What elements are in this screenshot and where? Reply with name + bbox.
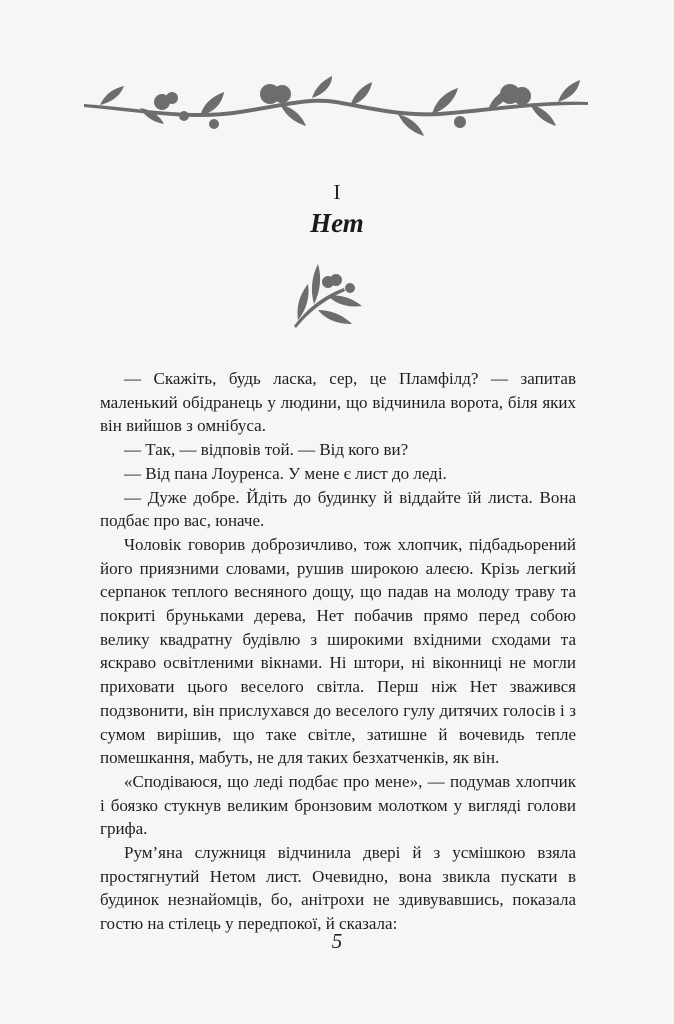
text-line: чик і боязко стукнув великим бронзовим молотком у вигляді (100, 771, 576, 815)
text-line: — Скажіть, будь ласка, сер, це Пламфілд? — запитав ма (100, 369, 576, 412)
page-number: 5 (331, 929, 343, 953)
chapter-number: I (333, 180, 341, 204)
text-line: не могли приховати цього веселого світла. Перш ніж Нет зва (100, 653, 577, 697)
text-line: жився подзвонити, він прислухався до веселого гулу дитячих (100, 677, 576, 720)
paragraph (100, 533, 576, 770)
text-line: він вийшов з омнібуса. (100, 416, 266, 436)
text-line: — Від пана Лоуренса. У мене є лист до леді. (124, 463, 447, 483)
paragraph (100, 438, 576, 462)
text-line: ний його приязними словами, рушив широкою алеєю. Крізь (100, 534, 576, 578)
text-line: стягнутий Нетом лист. Очевидно, вона звикла пускати в буди (100, 866, 576, 910)
paragraph (100, 841, 576, 936)
text-line: «Сподіваюся, що леді подбає про мене», — подумав хлоп (124, 771, 551, 791)
paragraph (100, 367, 576, 438)
paragraph (100, 486, 576, 533)
text-line: голови грифа. (100, 795, 576, 839)
chapter-title: Нет (310, 208, 364, 238)
text-line: Рум’яна служниця відчинила двері й з усмішкою взяла про (100, 843, 576, 886)
chapter-text (100, 367, 576, 936)
text-line: нок незнайомців, бо, анітрохи не здивувавшись, показала гостю (100, 890, 576, 934)
text-line: на стілець у передпокої, й сказала: (147, 914, 398, 934)
text-line: собою велику квадратну будівлю з широкими вхідними схо (100, 606, 577, 649)
text-line: легкий серпанок теплого весняного дощу, що падав на молоду (100, 558, 577, 602)
text-line: тепле помешкання, мабуть, не для таких безхатченків, як він. (100, 724, 577, 768)
sprig-ornament (288, 258, 384, 330)
text-line: ленький обідранець у людини, що відчинила ворота, біля яких (118, 392, 576, 412)
text-line: подбає про вас, юначе. (100, 511, 265, 531)
text-line: траву та покриті бруньками дерева, Нет побачив прямо перед (100, 582, 576, 626)
paragraph (100, 462, 576, 486)
text-line: — Так, — відповів той. — Від кого ви? (124, 440, 409, 460)
text-line: дами та яскраво освітленими вікнами. Ні штори, ні віконниці (100, 629, 576, 673)
text-line: Чоловік говорив доброзичливо, тож хлопчик, підбадьоре (124, 534, 549, 554)
floral-branch-ornament (80, 72, 592, 140)
text-line: голосів і з сумом вирішив, що таке світле, затишне й вочевидь (100, 700, 576, 744)
text-line: — Дуже добре. Йдіть до будинку й віддайте їй листа. Вона (124, 487, 576, 507)
paragraph (100, 770, 576, 841)
